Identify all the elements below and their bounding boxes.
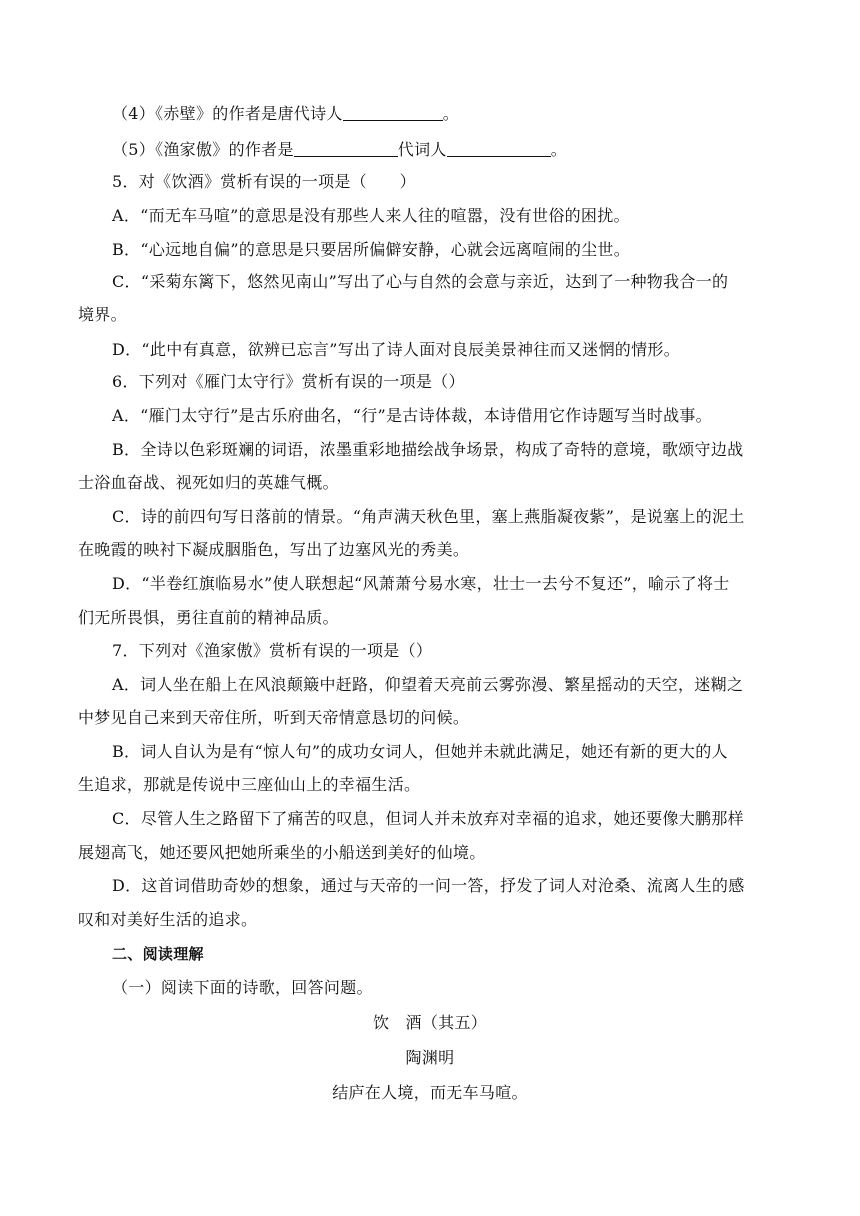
q6-option-b: B．全诗以色彩斑斓的词语，浓墨重彩地描绘战争场景，构成了奇特的意境，歌颂守边战 (112, 440, 744, 459)
fill-blank-item-4 (112, 104, 459, 124)
q7-option-c: C．尽管人生之路留下了痛苦的叹息，但词人并未放弃对幸福的追求，她还要像大鹏那样 (112, 809, 744, 828)
fill-blank-item-5 (112, 140, 567, 160)
item-5-mid: 代词人 (397, 140, 447, 159)
section-heading: 二、阅读理解 (112, 945, 204, 963)
q6-option-c: C．诗的前四句写日落前的情景。“角声满天秋色里，塞上燕脂凝夜紫”，是说塞上的泥土 (112, 507, 745, 526)
q6-option-a: A．“雁门太守行”是古乐府曲名，“行”是古诗体裁，本诗借用它作诗题写当时战事。 (112, 406, 712, 425)
q6-option-d: D．“半卷红旗临易水”使人联想起“风萧萧兮易水寒，壮士一去兮不复还”，喻示了将士 (112, 574, 730, 593)
section-instruction: （一）阅读下面的诗歌，回答问题。 (112, 978, 373, 997)
q5-option-b: B．“心远地自偏”的意思是只要居所偏僻安静，心就会远离喧闹的尘世。 (112, 240, 631, 259)
q7-option-b-cont: 生追求，那就是传说中三座仙山上的幸福生活。 (78, 775, 421, 794)
q5-option-d: D．“此中有真意，欲辨已忘言”写出了诗人面对良辰美景神往而又迷惘的情形。 (112, 340, 680, 359)
q5-option-c: C．“采菊东篱下，悠然见南山”写出了心与自然的会意与亲近，达到了一种物我合一的 (112, 272, 729, 291)
answer-blank[interactable] (294, 141, 398, 157)
q7-option-d: D．这首词借助奇妙的想象，通过与天帝的一问一答，抒发了词人对沧桑、流离人生的感 (112, 876, 745, 895)
item-5-text: （5）《渔家傲》的作者是 (112, 140, 294, 159)
item-4-text: （4）《赤壁》的作者是唐代诗人 (112, 104, 343, 123)
q5-option-a: A．“而无车马喧”的意思是没有那些人来人往的喧嚣，没有世俗的困扰。 (112, 206, 630, 225)
answer-blank[interactable] (447, 141, 551, 157)
question-6-stem: 6．下列对《雁门太守行》赏析有误的一项是（） (112, 372, 465, 391)
q7-option-d-cont: 叹和对美好生活的追求。 (78, 910, 258, 929)
q7-option-a: A．词人坐在船上在风浪颠簸中赶路，仰望着天亮前云雾弥漫、繁星摇动的天空，迷糊之 (112, 675, 744, 694)
poem-author: 陶渊明 (405, 1048, 455, 1067)
q6-option-c-cont: 在晚霞的映衬下凝成胭脂色，写出了边塞风光的秀美。 (78, 540, 470, 559)
q5-option-c-cont: 境界。 (78, 305, 127, 324)
q7-option-a-cont: 中梦见自己来到天帝住所，听到天帝情意恳切的问候。 (78, 708, 470, 727)
item-5-end: 。 (550, 140, 567, 159)
poem-line-1: 结庐在人境，而无车马喧。 (332, 1083, 528, 1102)
poem-title: 饮 酒（其五） (372, 1013, 488, 1032)
item-4-end: 。 (442, 104, 459, 123)
question-7-stem: 7．下列对《渔家傲》赏析有误的一项是（） (112, 641, 433, 660)
q7-option-c-cont: 展翅高飞，她还要风把她所乘坐的小船送到美好的仙境。 (78, 843, 486, 862)
question-5-stem: 5．对《饮酒》赏析有误的一项是（ ） (112, 172, 416, 191)
answer-blank[interactable] (343, 105, 443, 121)
q7-option-b: B．词人自认为是有“惊人句”的成功女词人，但她并未就此满足，她还有新的更大的人 (112, 742, 728, 761)
q6-option-b-cont: 士浴血奋战、视死如归的英雄气概。 (78, 473, 339, 492)
q6-option-d-cont: 们无所畏惧，勇往直前的精神品质。 (78, 608, 339, 627)
